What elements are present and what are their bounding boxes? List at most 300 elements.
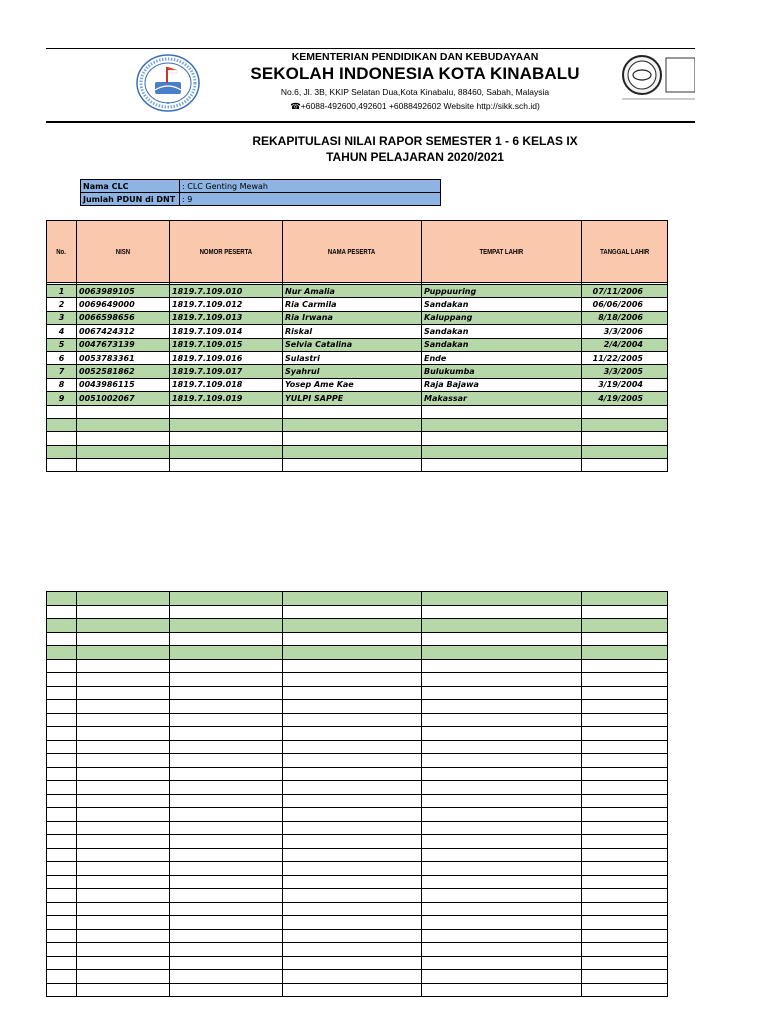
empty-cell <box>47 929 77 943</box>
empty-cell <box>77 686 170 700</box>
cell-tanggal-lahir: 07/11/2006 <box>582 285 668 298</box>
empty-cell <box>47 445 77 458</box>
empty-cell <box>77 781 170 795</box>
empty-row <box>47 835 668 849</box>
cell-nomor-peserta: 1819.7.109.019 <box>170 392 283 405</box>
cell-no: 4 <box>47 325 77 338</box>
empty-row <box>47 754 668 768</box>
empty-cell <box>47 673 77 687</box>
empty-cell <box>283 956 422 970</box>
empty-cell <box>283 970 422 984</box>
col-header-nomor-peserta: NOMOR PESERTA <box>170 221 283 283</box>
empty-cell <box>582 794 668 808</box>
cell-nisn: 0047673139 <box>77 338 170 351</box>
empty-cell <box>422 929 582 943</box>
empty-cell <box>582 916 668 930</box>
empty-cell <box>582 686 668 700</box>
empty-cell <box>170 862 283 876</box>
empty-cell <box>77 821 170 835</box>
empty-cell <box>422 659 582 673</box>
empty-row <box>47 943 668 957</box>
empty-cell <box>47 916 77 930</box>
empty-cell <box>47 700 77 714</box>
empty-cell <box>170 983 283 997</box>
empty-cell <box>283 767 422 781</box>
empty-row <box>47 875 668 889</box>
table-row <box>47 311 668 324</box>
info-label-clc: Nama CLC <box>81 180 180 193</box>
cell-nomor-peserta: 1819.7.109.014 <box>170 325 283 338</box>
empty-row <box>47 983 668 997</box>
table-row <box>47 285 668 298</box>
empty-row <box>47 673 668 687</box>
empty-cell <box>582 445 668 458</box>
info-row-clc <box>81 180 441 193</box>
empty-cell <box>582 781 668 795</box>
empty-row <box>47 445 668 458</box>
empty-cell <box>422 646 582 660</box>
empty-cell <box>170 592 283 606</box>
empty-cell <box>283 875 422 889</box>
table-row <box>47 351 668 364</box>
empty-cell <box>582 808 668 822</box>
empty-row <box>47 700 668 714</box>
empty-cell <box>47 902 77 916</box>
empty-cell <box>47 970 77 984</box>
empty-row <box>47 686 668 700</box>
table-row <box>47 365 668 378</box>
empty-cell <box>283 659 422 673</box>
empty-cell <box>582 767 668 781</box>
empty-cell <box>422 970 582 984</box>
empty-cell <box>170 929 283 943</box>
empty-cell <box>283 916 422 930</box>
empty-cell <box>582 405 668 418</box>
empty-cell <box>283 700 422 714</box>
empty-cell <box>170 875 283 889</box>
table-row <box>47 325 668 338</box>
empty-cell <box>77 835 170 849</box>
empty-cell <box>283 781 422 795</box>
empty-cell <box>582 956 668 970</box>
empty-cell <box>283 983 422 997</box>
cell-nomor-peserta: 1819.7.109.012 <box>170 298 283 311</box>
empty-cell <box>422 619 582 633</box>
empty-cell <box>582 592 668 606</box>
empty-cell <box>283 740 422 754</box>
empty-cell <box>77 943 170 957</box>
empty-cell <box>47 794 77 808</box>
cell-tanggal-lahir: 06/06/2006 <box>582 298 668 311</box>
empty-cell <box>582 835 668 849</box>
cell-nisn: 0043986115 <box>77 378 170 391</box>
empty-row <box>47 405 668 418</box>
empty-cell <box>77 700 170 714</box>
empty-cell <box>170 445 283 458</box>
cell-tempat-lahir: Ende <box>422 351 582 364</box>
empty-cell <box>422 848 582 862</box>
empty-cell <box>170 432 283 445</box>
empty-cell <box>77 445 170 458</box>
empty-cell <box>77 956 170 970</box>
ministry-name: KEMENTERIAN PENDIDIKAN DAN KEBUDAYAAN <box>291 51 539 63</box>
empty-cell <box>422 445 582 458</box>
empty-cell <box>47 619 77 633</box>
col-header-no: No. <box>47 221 77 283</box>
empty-cell <box>283 673 422 687</box>
cell-tanggal-lahir: 3/19/2004 <box>582 378 668 391</box>
empty-cell <box>582 970 668 984</box>
cell-no: 7 <box>47 365 77 378</box>
empty-cell <box>582 727 668 741</box>
empty-cell <box>422 794 582 808</box>
empty-cell <box>77 902 170 916</box>
cell-no: 8 <box>47 378 77 391</box>
cell-no: 2 <box>47 298 77 311</box>
empty-cell <box>77 740 170 754</box>
empty-cell <box>422 713 582 727</box>
empty-cell <box>422 875 582 889</box>
empty-cell <box>283 835 422 849</box>
empty-row <box>47 418 668 431</box>
empty-cell <box>47 862 77 876</box>
cell-tanggal-lahir: 8/18/2006 <box>582 311 668 324</box>
empty-cell <box>170 821 283 835</box>
document-subtitle: TAHUN PELAJARAN 2020/2021 <box>326 150 504 164</box>
empty-cell <box>582 848 668 862</box>
empty-cell <box>422 700 582 714</box>
empty-row <box>47 821 668 835</box>
header-rule-bottom <box>46 121 695 123</box>
empty-cell <box>170 902 283 916</box>
iso-certification-logo <box>620 54 695 106</box>
empty-cell <box>582 754 668 768</box>
cell-nisn: 0063989105 <box>77 285 170 298</box>
empty-cell <box>422 889 582 903</box>
empty-cell <box>170 619 283 633</box>
cell-nama-peserta: Selvia Catalina <box>283 338 422 351</box>
empty-cell <box>47 659 77 673</box>
cell-tanggal-lahir: 11/22/2005 <box>582 351 668 364</box>
empty-cell <box>47 740 77 754</box>
empty-cell <box>582 619 668 633</box>
cell-tempat-lahir: Puppuuring <box>422 285 582 298</box>
empty-cell <box>170 459 283 472</box>
empty-cell <box>170 835 283 849</box>
empty-cell <box>582 632 668 646</box>
empty-row <box>47 592 668 606</box>
cell-nama-peserta: Ria Irwana <box>283 311 422 324</box>
empty-cell <box>283 794 422 808</box>
empty-cell <box>47 781 77 795</box>
col-header-nisn: NISN <box>77 221 170 283</box>
cell-nisn: 0069649000 <box>77 298 170 311</box>
cell-nisn: 0067424312 <box>77 325 170 338</box>
table-row <box>47 378 668 391</box>
cell-nama-peserta: Ria Carmila <box>283 298 422 311</box>
empty-row <box>47 929 668 943</box>
empty-cell <box>582 862 668 876</box>
info-row-pdun <box>81 193 441 206</box>
cell-nama-peserta: Sulastri <box>283 351 422 364</box>
empty-cell <box>170 713 283 727</box>
empty-cell <box>422 432 582 445</box>
empty-row <box>47 740 668 754</box>
cell-tempat-lahir: Bulukumba <box>422 365 582 378</box>
cell-nomor-peserta: 1819.7.109.010 <box>170 285 283 298</box>
empty-cell <box>47 943 77 957</box>
empty-cell <box>170 659 283 673</box>
empty-cell <box>422 808 582 822</box>
cell-no: 9 <box>47 392 77 405</box>
empty-cell <box>422 943 582 957</box>
empty-cell <box>582 432 668 445</box>
empty-cell <box>77 713 170 727</box>
empty-cell <box>283 646 422 660</box>
empty-cell <box>283 727 422 741</box>
empty-cell <box>422 686 582 700</box>
empty-row <box>47 862 668 876</box>
empty-cell <box>47 754 77 768</box>
empty-cell <box>170 418 283 431</box>
empty-row <box>47 781 668 795</box>
empty-cell <box>582 875 668 889</box>
empty-cell <box>283 686 422 700</box>
empty-cell <box>170 646 283 660</box>
empty-cell <box>283 862 422 876</box>
empty-cell <box>47 835 77 849</box>
empty-cell <box>47 432 77 445</box>
empty-cell <box>77 767 170 781</box>
info-value-clc: : CLC Genting Mewah <box>180 180 441 193</box>
cell-nama-peserta: Riskal <box>283 325 422 338</box>
table-row <box>47 392 668 405</box>
empty-cell <box>77 889 170 903</box>
school-contact: ☎+6088-492600,492601 +6088492602 Website http://sikk.sch.id) <box>290 101 540 111</box>
empty-cell <box>422 754 582 768</box>
empty-cell <box>422 459 582 472</box>
empty-cell <box>170 632 283 646</box>
empty-cell <box>170 781 283 795</box>
empty-cell <box>422 781 582 795</box>
empty-cell <box>422 821 582 835</box>
participant-table <box>46 220 668 472</box>
empty-cell <box>582 740 668 754</box>
empty-cell <box>77 646 170 660</box>
empty-cell <box>77 605 170 619</box>
empty-row <box>47 970 668 984</box>
empty-cell <box>582 889 668 903</box>
empty-cell <box>170 794 283 808</box>
empty-cell <box>283 605 422 619</box>
empty-cell <box>283 889 422 903</box>
empty-cell <box>77 619 170 633</box>
empty-cell <box>77 808 170 822</box>
empty-cell <box>422 956 582 970</box>
empty-cell <box>170 808 283 822</box>
empty-cell <box>47 808 77 822</box>
empty-cell <box>422 727 582 741</box>
document-title: REKAPITULASI NILAI RAPOR SEMESTER 1 - 6 KELAS IX <box>252 134 578 148</box>
cell-nisn: 0051002067 <box>77 392 170 405</box>
empty-cell <box>283 445 422 458</box>
empty-cell <box>170 754 283 768</box>
empty-row <box>47 432 668 445</box>
cell-nisn: 0053783361 <box>77 351 170 364</box>
empty-cell <box>170 970 283 984</box>
empty-cell <box>170 673 283 687</box>
empty-cell <box>47 767 77 781</box>
cell-nama-peserta: Nur Amalia <box>283 285 422 298</box>
col-header-tanggal-lahir: TANGGAL LAHIR <box>582 221 668 283</box>
empty-cell <box>422 592 582 606</box>
empty-cell <box>283 459 422 472</box>
info-box <box>80 179 441 206</box>
cell-nomor-peserta: 1819.7.109.016 <box>170 351 283 364</box>
empty-cell <box>77 794 170 808</box>
empty-cell <box>77 459 170 472</box>
empty-cell <box>582 700 668 714</box>
empty-cell <box>422 767 582 781</box>
empty-cell <box>582 673 668 687</box>
cell-tempat-lahir: Sandakan <box>422 338 582 351</box>
empty-row <box>47 767 668 781</box>
empty-cell <box>77 592 170 606</box>
empty-cell <box>582 983 668 997</box>
empty-cell <box>582 713 668 727</box>
empty-row <box>47 727 668 741</box>
empty-cell <box>77 432 170 445</box>
cell-nisn: 0066598656 <box>77 311 170 324</box>
cell-tanggal-lahir: 3/3/2006 <box>582 325 668 338</box>
empty-row <box>47 459 668 472</box>
empty-cell <box>47 713 77 727</box>
empty-cell <box>582 418 668 431</box>
cell-no: 1 <box>47 285 77 298</box>
header-rule-top <box>46 48 695 49</box>
empty-cell <box>283 754 422 768</box>
empty-cell <box>170 605 283 619</box>
empty-cell <box>582 459 668 472</box>
empty-cell <box>422 835 582 849</box>
empty-cell <box>170 916 283 930</box>
cell-tempat-lahir: Kaluppang <box>422 311 582 324</box>
empty-cell <box>77 632 170 646</box>
empty-cell <box>77 727 170 741</box>
cell-tanggal-lahir: 4/19/2005 <box>582 392 668 405</box>
cell-nisn: 0052581862 <box>77 365 170 378</box>
empty-cell <box>47 646 77 660</box>
cell-no: 6 <box>47 351 77 364</box>
empty-row <box>47 794 668 808</box>
table-header-row <box>47 221 668 283</box>
blank-table <box>46 591 668 997</box>
info-label-pdun: Jumlah PDUN di DNT <box>81 193 180 206</box>
school-address: No.6, Jl. 3B, KKIP Selatan Dua,Kota Kinabalu, 88460, Sabah, Malaysia <box>280 87 550 97</box>
empty-cell <box>283 592 422 606</box>
empty-row <box>47 808 668 822</box>
empty-cell <box>170 405 283 418</box>
empty-cell <box>77 848 170 862</box>
cell-no: 5 <box>47 338 77 351</box>
empty-cell <box>77 929 170 943</box>
empty-row <box>47 916 668 930</box>
empty-row <box>47 902 668 916</box>
empty-cell <box>283 929 422 943</box>
empty-cell <box>422 405 582 418</box>
empty-cell <box>283 902 422 916</box>
empty-row <box>47 632 668 646</box>
empty-cell <box>47 821 77 835</box>
empty-cell <box>47 592 77 606</box>
cell-nomor-peserta: 1819.7.109.013 <box>170 311 283 324</box>
empty-cell <box>47 632 77 646</box>
empty-cell <box>422 673 582 687</box>
empty-row <box>47 605 668 619</box>
empty-cell <box>77 916 170 930</box>
empty-cell <box>283 632 422 646</box>
cell-nomor-peserta: 1819.7.109.015 <box>170 338 283 351</box>
empty-cell <box>47 983 77 997</box>
empty-cell <box>283 808 422 822</box>
empty-cell <box>422 983 582 997</box>
cell-nomor-peserta: 1819.7.109.017 <box>170 365 283 378</box>
empty-cell <box>582 605 668 619</box>
empty-cell <box>283 713 422 727</box>
empty-cell <box>283 432 422 445</box>
empty-cell <box>170 848 283 862</box>
empty-cell <box>170 740 283 754</box>
empty-cell <box>47 405 77 418</box>
cell-tempat-lahir: Raja Bajawa <box>422 378 582 391</box>
empty-cell <box>582 902 668 916</box>
empty-cell <box>582 821 668 835</box>
empty-cell <box>582 929 668 943</box>
empty-row <box>47 619 668 633</box>
cell-nama-peserta: Yosep Ame Kae <box>283 378 422 391</box>
empty-cell <box>582 943 668 957</box>
empty-cell <box>77 754 170 768</box>
empty-cell <box>77 405 170 418</box>
cell-tanggal-lahir: 2/4/2004 <box>582 338 668 351</box>
empty-row <box>47 848 668 862</box>
empty-cell <box>47 889 77 903</box>
info-value-pdun: : 9 <box>180 193 441 206</box>
col-header-tempat-lahir: TEMPAT LAHIR <box>422 221 582 283</box>
empty-cell <box>422 862 582 876</box>
school-name: SEKOLAH INDONESIA KOTA KINABALU <box>250 64 580 83</box>
empty-cell <box>77 673 170 687</box>
empty-cell <box>170 727 283 741</box>
table-row <box>47 298 668 311</box>
empty-cell <box>422 916 582 930</box>
empty-cell <box>47 875 77 889</box>
empty-cell <box>47 418 77 431</box>
empty-cell <box>77 875 170 889</box>
empty-cell <box>422 418 582 431</box>
empty-cell <box>170 889 283 903</box>
cell-nomor-peserta: 1819.7.109.018 <box>170 378 283 391</box>
empty-row <box>47 646 668 660</box>
cell-nama-peserta: Syahrul <box>283 365 422 378</box>
empty-cell <box>283 848 422 862</box>
empty-cell <box>422 740 582 754</box>
empty-cell <box>283 405 422 418</box>
empty-cell <box>283 821 422 835</box>
col-header-nama-peserta: NAMA PESERTA <box>283 221 422 283</box>
cell-no: 3 <box>47 311 77 324</box>
empty-cell <box>77 659 170 673</box>
